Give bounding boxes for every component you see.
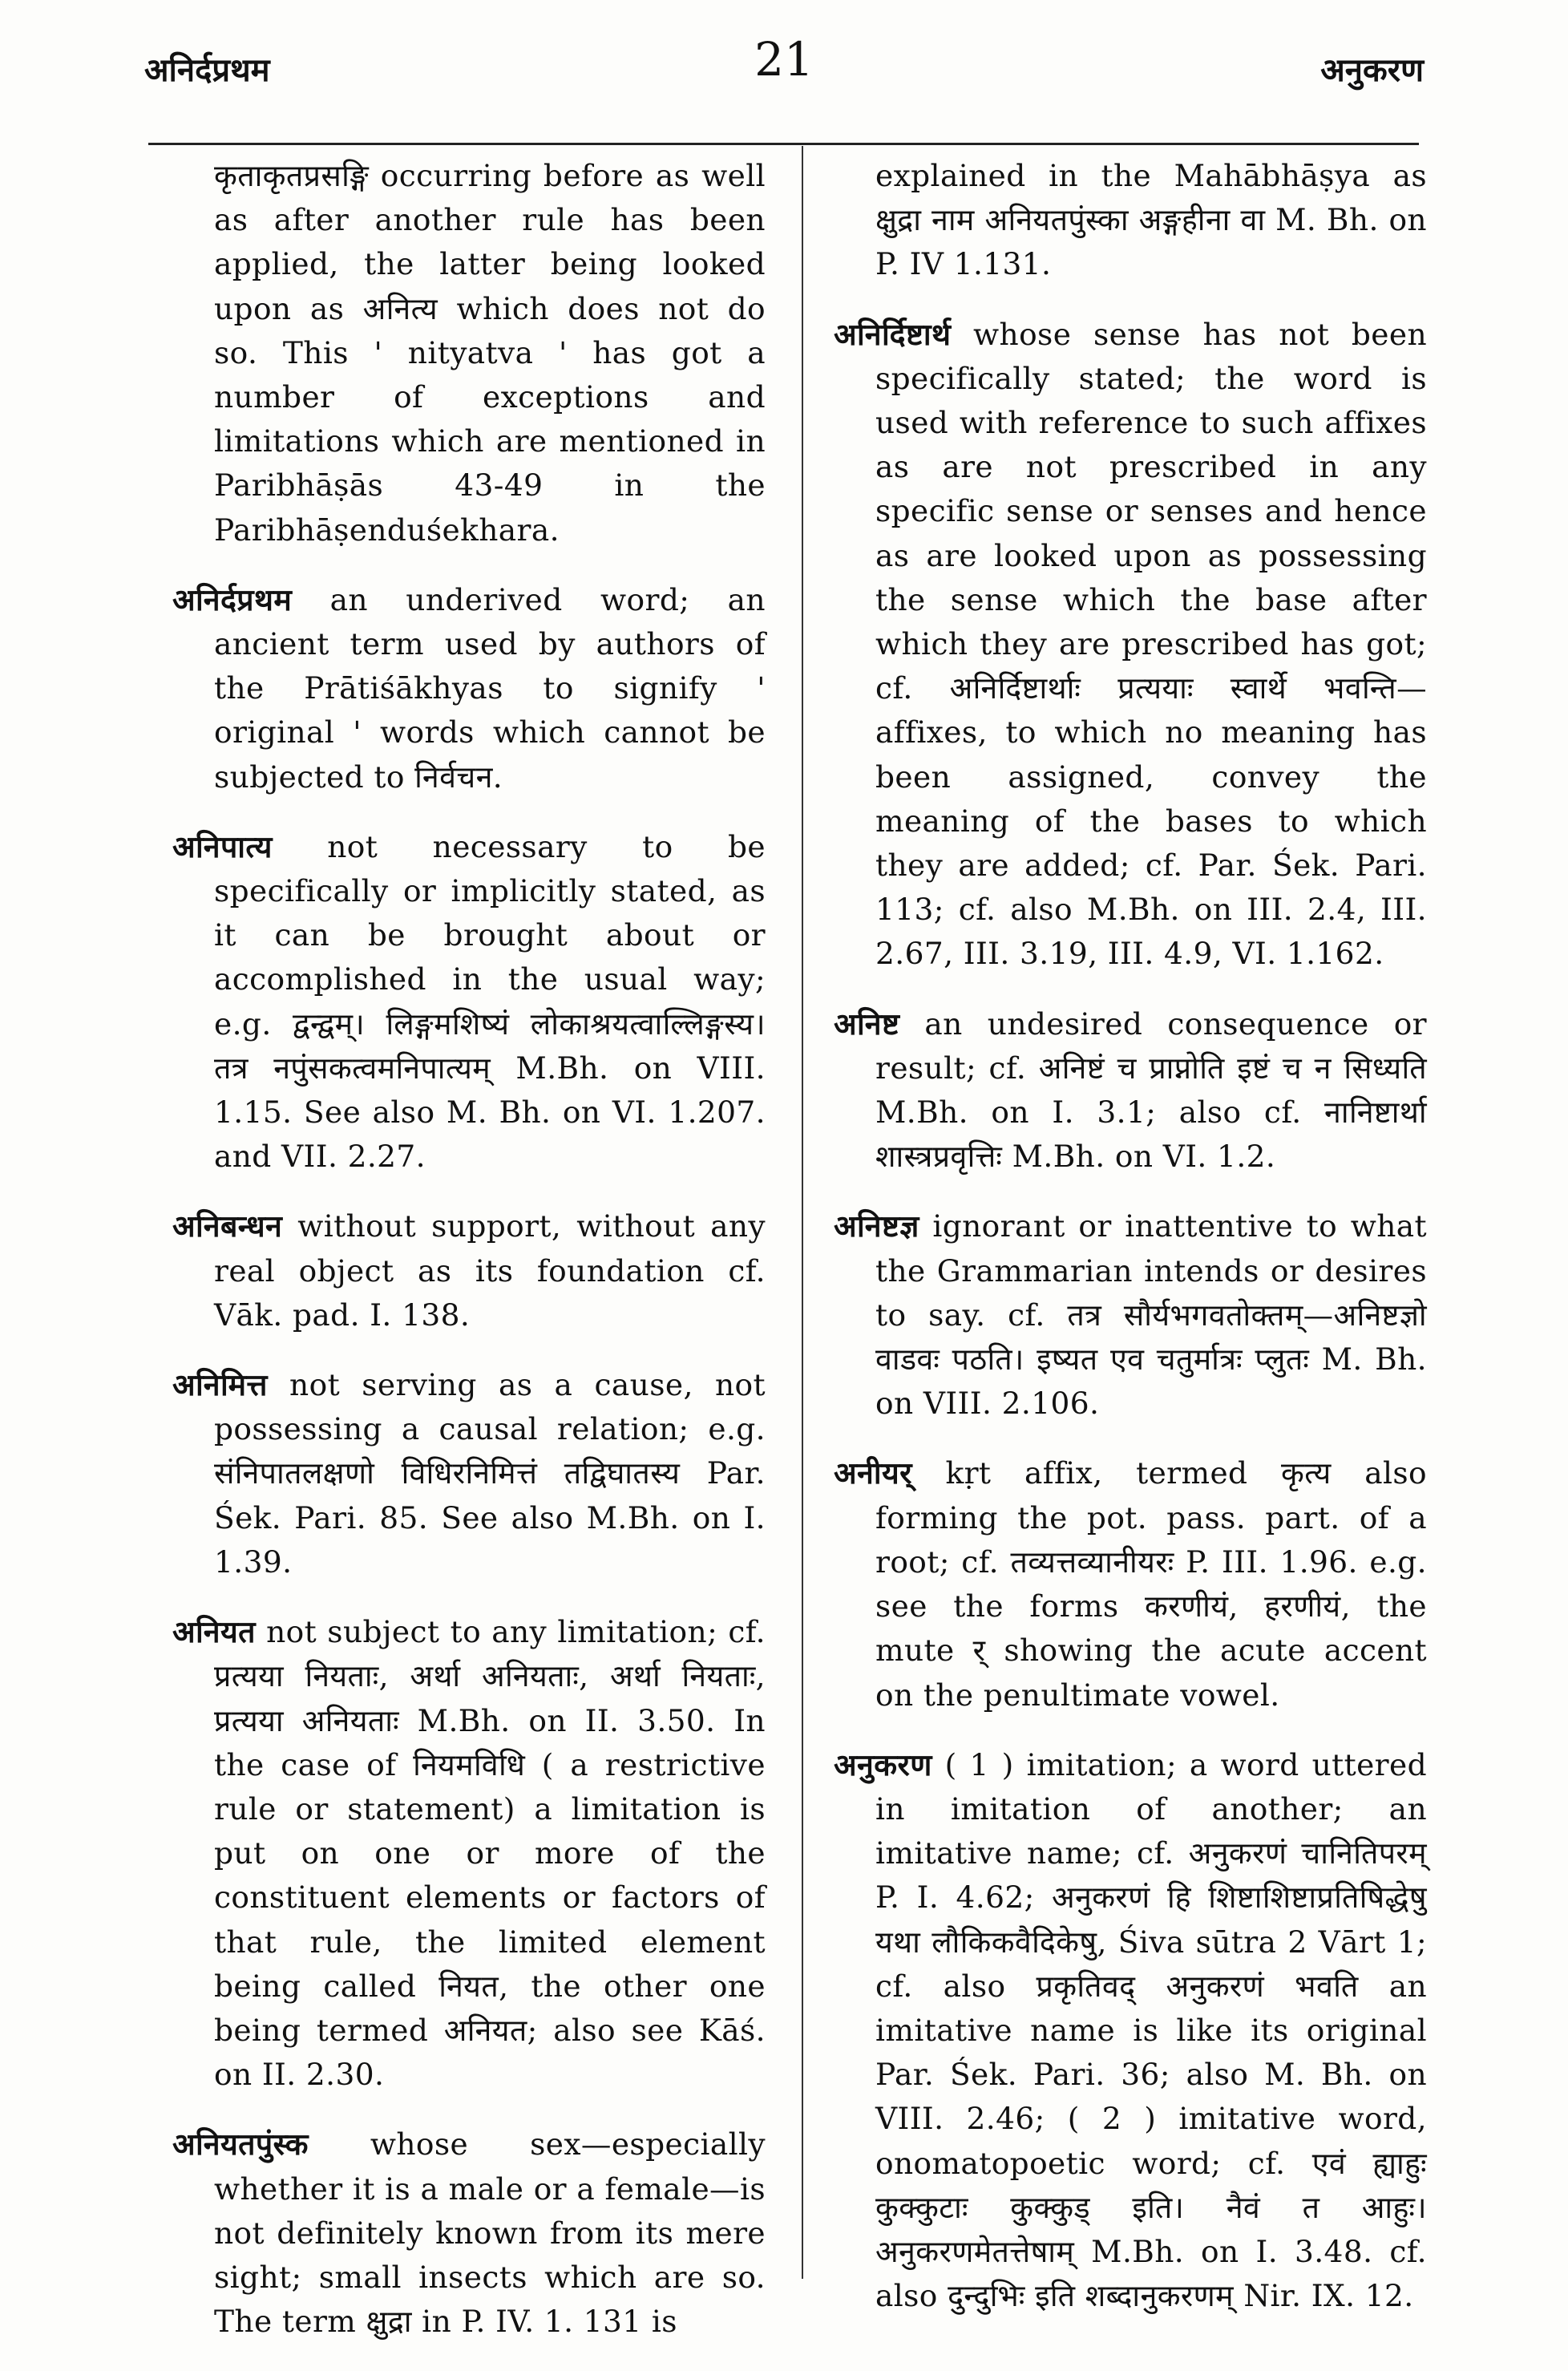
entry-headword: अनिर्दिष्टार्थ: [834, 316, 952, 352]
running-head-left: अनिर्दप्रथम: [144, 51, 270, 89]
dictionary-entry: [172, 1204, 766, 1337]
entry-headword: अनिमित्त: [172, 1367, 268, 1403]
dictionary-entry: [834, 154, 1427, 287]
dictionary-entry: [834, 1204, 1427, 1426]
entry-headword: अनिष्टज्ञ: [834, 1208, 919, 1244]
running-head-right: अनुकरण: [1320, 51, 1424, 89]
dictionary-entry: [172, 1610, 766, 2097]
dictionary-entry: [172, 578, 766, 799]
header-rule: [148, 143, 1419, 145]
page-header: [144, 16, 1424, 104]
entry-headword: अनिष्ट: [834, 1005, 900, 1042]
column-divider: [802, 146, 803, 2279]
entry-text: ignorant or inattentive to what the Grammarian intends or desires to say. cf. तत्र सौर्यभगवतोक्तम्—अनिष्टज्ञो वाडवः पठति। इष्यत एव चतुर्मात्रः प्लुतः M. Bh. on VIII. 2.106.: [875, 1208, 1427, 1422]
entry-text: without support, without any real object as its foundation cf. Vāk. pad. I. 138.: [214, 1208, 766, 1333]
entry-text: whose sex—especially whether it is a male or a female—is not definitely known from its mere sight; small insects which are so. The term क्षुद्रा in P. IV. 1. 131 is: [214, 2126, 766, 2340]
entry-text: kṛt affix, termed कृत्य also forming the pot. pass. part. of a root; cf. तव्यत्तव्यानीयरः P. III. 1.96. e.g. see the forms करणीयं, हरणीयं, the mute र् showing the acute accent on the penultimate vowel.: [875, 1455, 1427, 1713]
dictionary-entry: [172, 825, 766, 1179]
page-number: 21: [754, 32, 814, 87]
entry-headword: अनिबन्धन: [172, 1208, 283, 1244]
entry-text: not necessary to be specifically or implicitly stated, as it can be brought about or accomplished in the usual way; e.g. द्वन्द्वम्। लिङ्गमशिष्यं लोकाश्रयत्वाल्लिङ्गस्य। तत्र नपुंसकत्वमनिपात्यम् M.Bh. on VIII. 1.15. See also M. Bh. on VI. 1.207. and VII. 2.27.: [214, 828, 766, 1175]
entry-text: कृताकृतप्रसङ्गि occurring before as well as after another rule has been applied, the latter being looked upon as अनित्य which does not do so. This ' nityatva ' has got a number of exceptions and limitations which are mentioned in Paribhāṣās 43-49 in the Paribhāṣenduśekhara.: [214, 158, 766, 548]
entry-text: not subject to any limitation; cf. प्रत्यया नियताः, अर्था अनियताः, अर्था नियताः, प्रत्यया अनियताः M.Bh. on II. 3.50. In the case of नियमविधि ( a restrictive rule or statement) a limitation is put on one or more of the constituent elements or factors of that rule, the limited element being called नियत, the other one being termed अनियत; also see Kāś. on II. 2.30.: [214, 1614, 766, 2093]
entry-text: an underived word; an ancient term used by authors of the Prātiśākhyas to signify ' original ' words which cannot be subjected to निर्वचन.: [214, 581, 766, 795]
dictionary-entry: [834, 1743, 1427, 2319]
entry-text: not serving as a cause, not possessing a causal relation; e.g. संनिपातलक्षणो विधिरनिमित्तं तद्विघातस्य Par. Śek. Pari. 85. See also M.Bh. on I. 1.39.: [214, 1367, 766, 1580]
entry-headword: अनियत: [172, 1614, 256, 1650]
dictionary-entry: [172, 1363, 766, 1584]
dictionary-entry: [172, 154, 766, 552]
left-column: [172, 154, 766, 2369]
entry-headword: अनीयर्: [834, 1455, 912, 1491]
dictionary-entry: [834, 313, 1427, 977]
entry-text: ( 1 ) imitation; a word uttered in imitation of another; an imitative name; cf. अनुकरणं चानितिपरम् P. I. 4.62; अनुकरणं हि शिष्टाशिष्टाप्रतिषिद्धेषु यथा लौकिकवैदिकेषु, Śiva sūtra 2 Vārt 1; cf. also प्रकृतिवद् अनुकरणं भवति an imitative name is like its original Par. Śek. Pari. 36; also M. Bh. on VIII. 2.46; ( 2 ) imitative word, onomatopoetic word; cf. एवं ह्याहुः कुक्कुटाः कुक्कुड् इति। नैवं त आहुः। अनुकरणमेतत्तेषाम् M.Bh. on I. 3.48. cf. also दुन्दुभिः इति शब्दानुकरणम् Nir. IX. 12.: [875, 1746, 1427, 2314]
right-column: [834, 154, 1427, 2344]
entry-headword: अनिपात्य: [172, 828, 273, 864]
entry-text: explained in the Mahābhāṣya as क्षुद्रा नाम अनियतपुंस्का अङ्गहीना वा M. Bh. on P. IV 1.131.: [875, 158, 1427, 282]
entry-text: whose sense has not been specifically stated; the word is used with reference to such affixes as are not prescribed in any specific sense or senses and hence as are looked upon as possessing the sense which the base after which they are prescribed has got; cf. अनिर्दिष्टार्थाः प्रत्ययाः स्वार्थे भवन्ति—affixes, to which no meaning has been assigned, convey the meaning of the bases to which they are added; cf. Par. Śek. Pari. 113; cf. also M.Bh. on III. 2.4, III. 2.67, III. 3.19, III. 4.9, VI. 1.162.: [875, 316, 1427, 972]
entry-text: an undesired consequence or result; cf. अनिष्टं च प्राप्नोति इष्टं च न सिध्यति M.Bh. on I. 3.1; also cf. नानिष्टार्था शास्त्रप्रवृत्तिः M.Bh. on VI. 1.2.: [875, 1005, 1427, 1175]
entry-headword: अनुकरण: [834, 1746, 932, 1782]
entry-headword: अनियतपुंस्क: [172, 2126, 309, 2163]
dictionary-entry: [834, 1002, 1427, 1179]
entry-headword: अनिर्दप्रथम: [172, 581, 293, 617]
dictionary-entry: [172, 2122, 766, 2344]
dictionary-entry: [834, 1451, 1427, 1717]
